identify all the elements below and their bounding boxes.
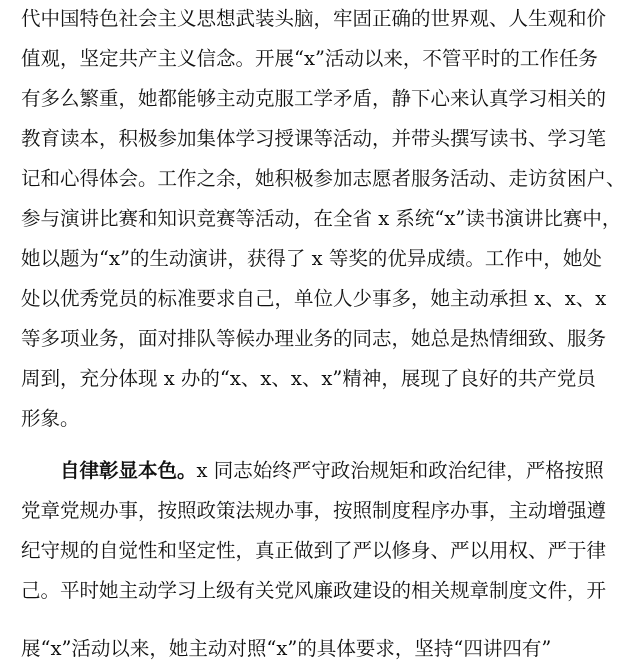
text-line: 参与演讲比赛和知识竞赛等活动，在全省 x 系统“x”读书演讲比赛中， [21,207,622,230]
text-line: 纪守规的自觉性和坚定性，真正做到了严以修身、严以用权、严于律 [21,539,607,562]
text-line: 记和心得体会。工作之余，她积极参加志愿者服务活动、走访贫困户、 [21,167,626,190]
paragraph-first-line [60,459,604,483]
heading-line-rest: x 同志始终严守政治规矩和政治纪律，严格按照 [196,459,604,482]
text-line: 处以优秀党员的标准要求自己，单位人少事多，她主动承担 x、x、x [21,287,607,310]
text-line: 教育读本，积极参加集体学习授课等活动，并带头撰写读书、学习笔 [21,127,607,150]
text-line: 有多么繁重，她都能够主动克服工学矛盾，静下心来认真学习相关的 [21,87,607,110]
text-line: 等多项业务，面对排队等候办理业务的同志，她总是热情细致、服务 [21,327,607,350]
paragraph-heading: 自律彰显本色。 [60,459,197,482]
text-line: 周到，充分体现 x 办的“x、x、x、x”精神，展现了良好的共产党员 [21,367,596,390]
text-line: 己。平时她主动学习上级有关党风廉政建设的相关规章制度文件，开 [21,579,607,602]
text-line: 值观，坚定共产主义信念。开展“x”活动以来，不管平时的工作任务 [21,47,598,70]
text-line: 代中国特色社会主义思想武装头脑，牢固正确的世界观、人生观和价 [21,7,607,30]
text-line: 展“x”活动以来，她主动对照“x”的具体要求，坚持“四讲四有” [21,637,552,660]
text-line: 形象。 [21,407,80,430]
text-line: 她以题为“x”的生动演讲，获得了 x 等奖的优异成绩。工作中，她处 [21,247,602,270]
text-line: 党章党规办事，按照政策法规办事，按照制度程序办事，主动增强遵 [21,499,607,522]
